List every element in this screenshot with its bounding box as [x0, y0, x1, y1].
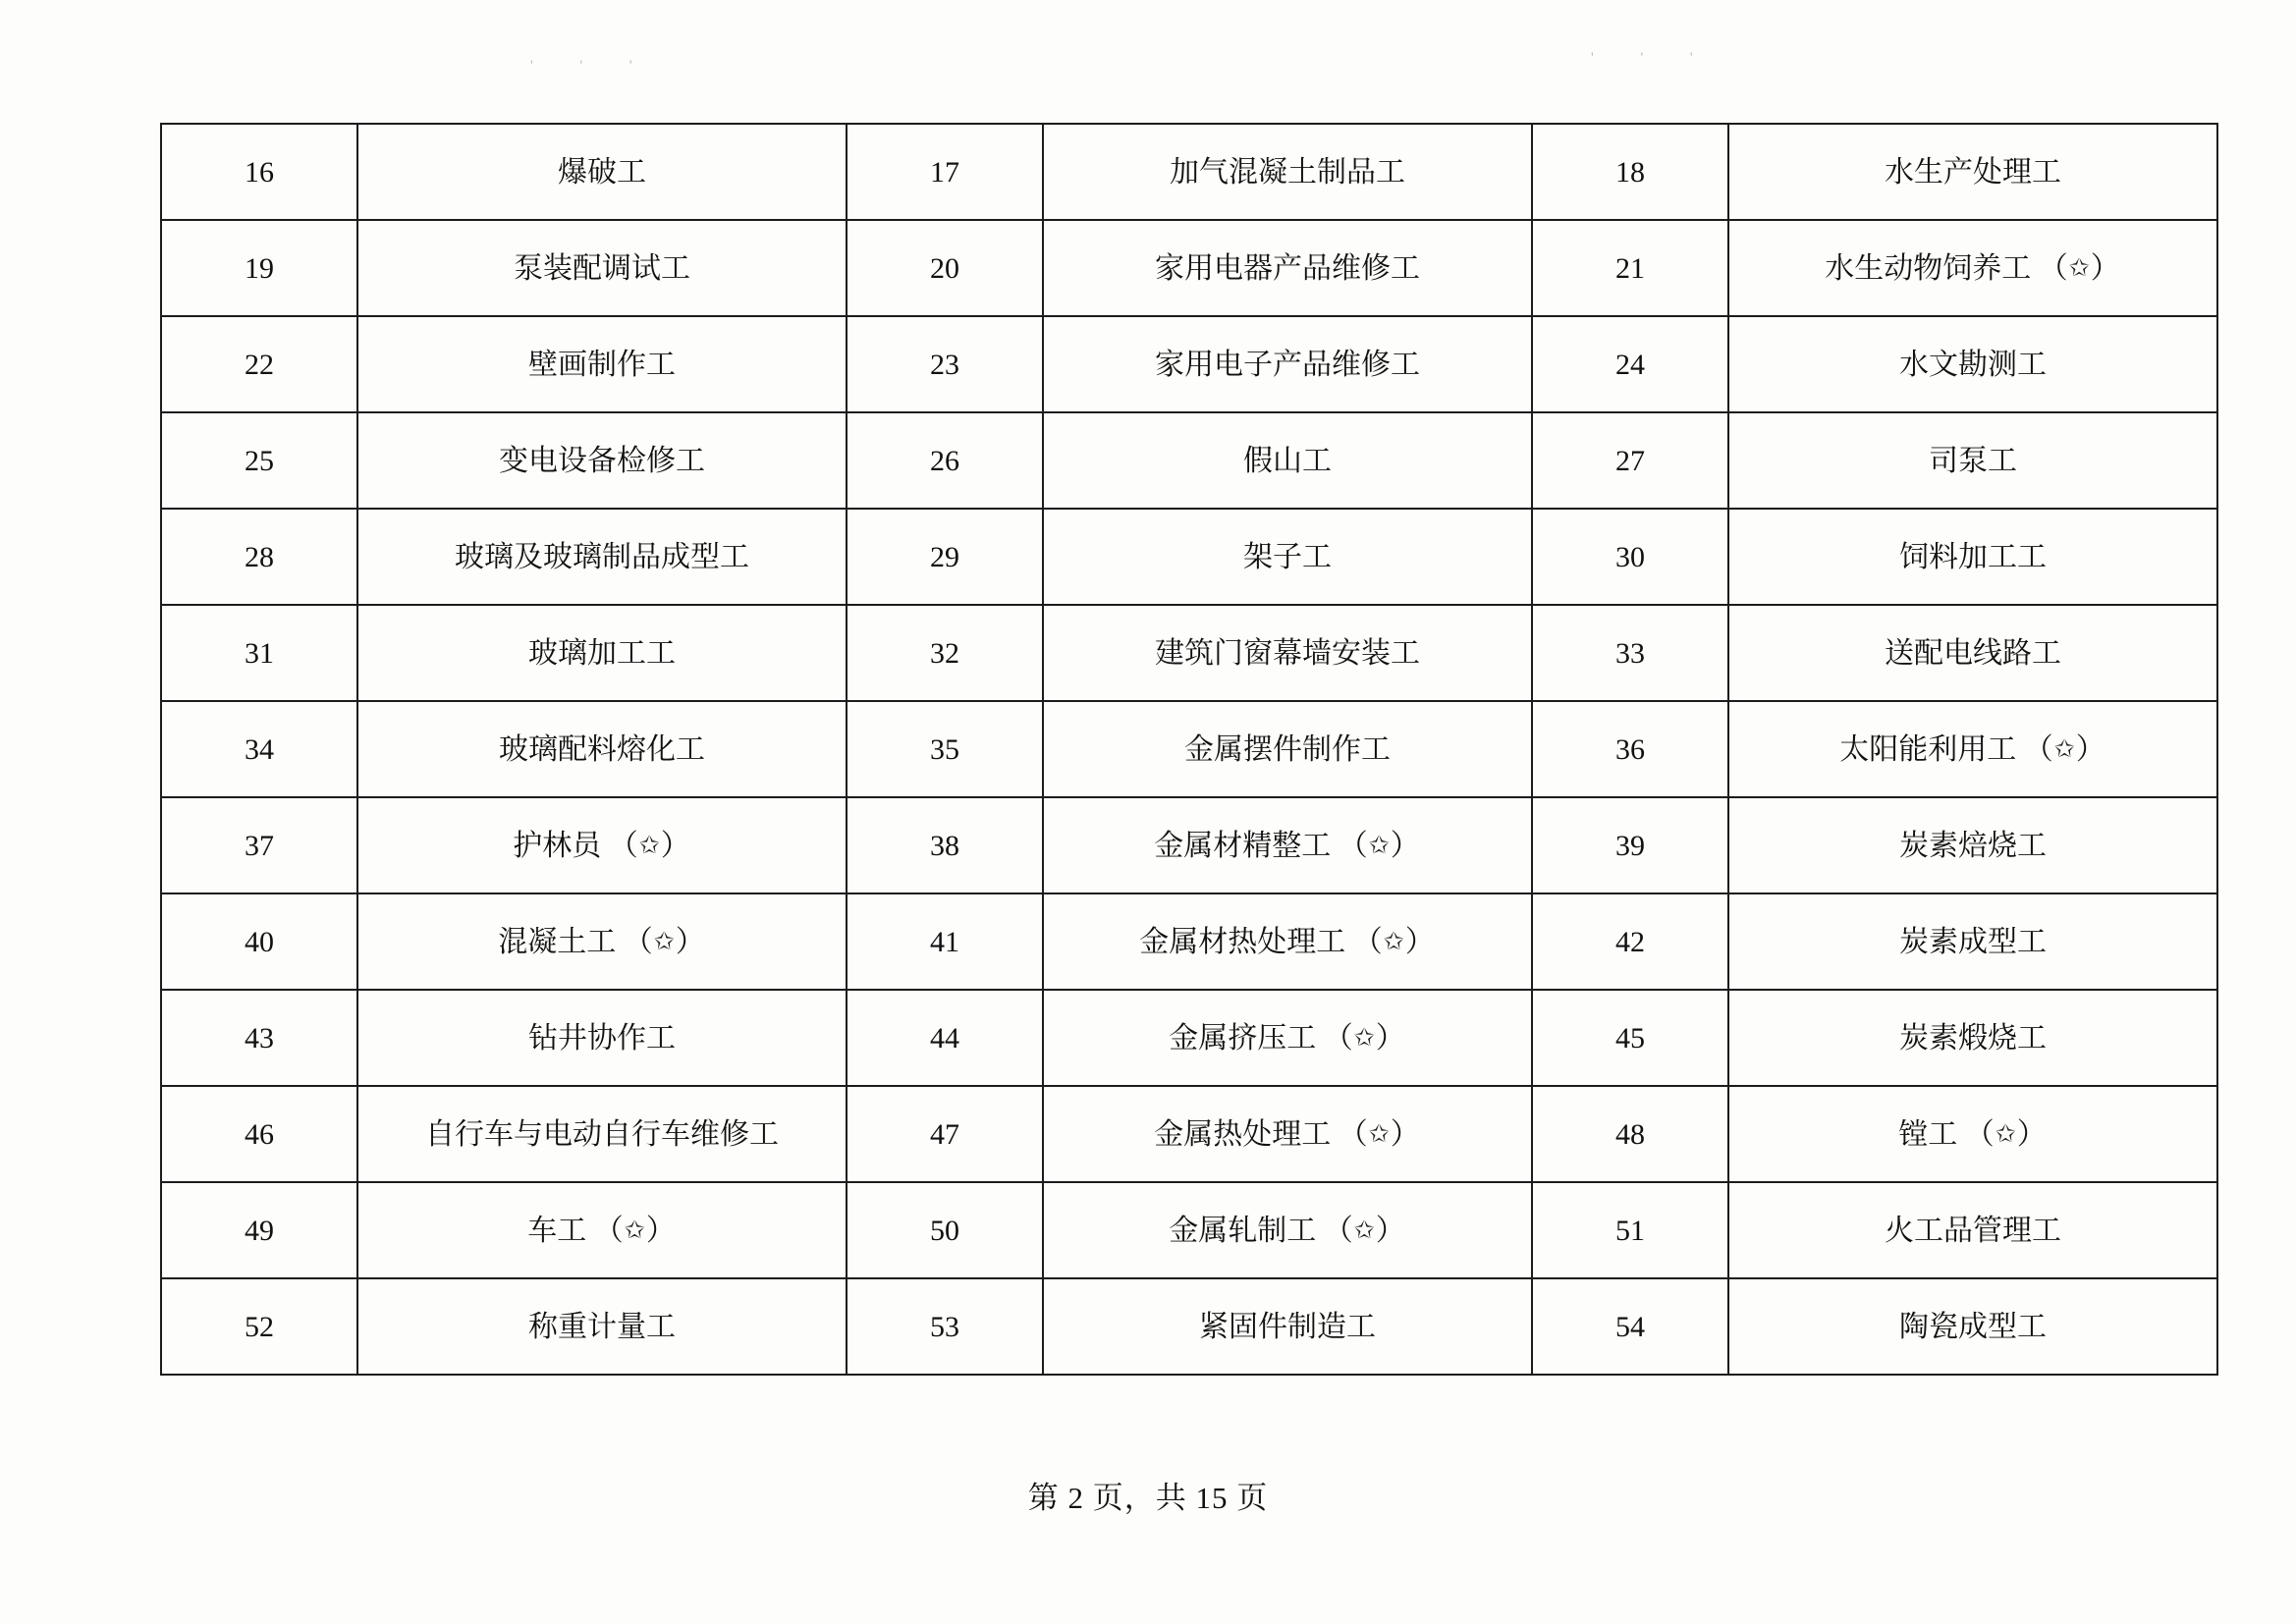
table-cell-index: 27 [1532, 412, 1728, 509]
occupation-label: 护林员 [513, 829, 609, 862]
table-cell-occupation [1043, 990, 1532, 1086]
star-mark-icon: （✩） [593, 1214, 677, 1247]
table-cell-index: 47 [847, 1086, 1043, 1182]
table-cell-occupation: 建筑门窗幕墙安装工 [1043, 605, 1532, 701]
table-cell-occupation: 自行车与电动自行车维修工 [357, 1086, 847, 1182]
table-cell-occupation [1728, 220, 2217, 316]
table-cell-index: 26 [847, 412, 1043, 509]
table-cell-occupation [1043, 797, 1532, 893]
table-cell-occupation: 假山工 [1043, 412, 1532, 509]
table-cell-index: 17 [847, 124, 1043, 220]
star-mark-icon: （✩） [2038, 251, 2121, 285]
table-cell-index: 41 [847, 893, 1043, 990]
table-cell-occupation: 钻井协作工 [357, 990, 847, 1086]
table-cell-index: 32 [847, 605, 1043, 701]
table-cell-index: 19 [161, 220, 357, 316]
occupation-table-wrapper [160, 123, 2134, 1376]
table-cell-index: 38 [847, 797, 1043, 893]
table-cell-occupation: 泵装配调试工 [357, 220, 847, 316]
table-row [161, 701, 2217, 797]
occupation-label: 混凝土工 [498, 925, 624, 958]
star-mark-icon: （✩） [1964, 1117, 2048, 1151]
table-cell-index: 37 [161, 797, 357, 893]
table-cell-occupation: 司泵工 [1728, 412, 2217, 509]
table-cell-occupation: 玻璃及玻璃制品成型工 [357, 509, 847, 605]
table-cell-occupation: 玻璃加工工 [357, 605, 847, 701]
table-cell-occupation [1728, 1086, 2217, 1182]
table-cell-occupation: 炭素煅烧工 [1728, 990, 2217, 1086]
table-cell-occupation: 饲料加工工 [1728, 509, 2217, 605]
star-mark-icon: （✩） [623, 925, 706, 958]
star-mark-icon: （✩） [608, 829, 691, 862]
occupation-label: 金属热处理工 [1154, 1117, 1339, 1151]
table-cell-index: 50 [847, 1182, 1043, 1278]
page-footer: 第 2 页，共 15 页 [1027, 1481, 1269, 1515]
occupation-label: 镗工 [1898, 1117, 1965, 1151]
star-mark-icon: （✩） [2023, 732, 2106, 766]
table-cell-occupation: 家用电子产品维修工 [1043, 316, 1532, 412]
table-cell-occupation: 壁画制作工 [357, 316, 847, 412]
table-cell-index: 20 [847, 220, 1043, 316]
table-cell-occupation: 变电设备检修工 [357, 412, 847, 509]
table-cell-occupation: 紧固件制造工 [1043, 1278, 1532, 1375]
table-cell-occupation [1043, 893, 1532, 990]
table-cell-index: 24 [1532, 316, 1728, 412]
table-cell-index: 33 [1532, 605, 1728, 701]
table-cell-index: 40 [161, 893, 357, 990]
table-cell-occupation: 送配电线路工 [1728, 605, 2217, 701]
table-cell-occupation: 炭素成型工 [1728, 893, 2217, 990]
table-cell-occupation: 金属摆件制作工 [1043, 701, 1532, 797]
table-cell-occupation: 家用电器产品维修工 [1043, 220, 1532, 316]
table-cell-index: 16 [161, 124, 357, 220]
table-cell-occupation: 架子工 [1043, 509, 1532, 605]
table-row [161, 1182, 2217, 1278]
table-cell-index: 31 [161, 605, 357, 701]
table-cell-occupation [357, 1182, 847, 1278]
table-cell-occupation: 水生产处理工 [1728, 124, 2217, 220]
occupation-label: 太阳能利用工 [1839, 732, 2024, 766]
table-cell-occupation [1043, 1182, 1532, 1278]
table-cell-index: 43 [161, 990, 357, 1086]
scan-artifact-left: ' ' ' [530, 58, 654, 74]
table-cell-occupation [1043, 1086, 1532, 1182]
table-cell-occupation: 水文勘测工 [1728, 316, 2217, 412]
table-row [161, 509, 2217, 605]
table-cell-index: 39 [1532, 797, 1728, 893]
table-cell-occupation: 加气混凝土制品工 [1043, 124, 1532, 220]
table-cell-occupation [357, 893, 847, 990]
star-mark-icon: （✩） [1338, 829, 1421, 862]
star-mark-icon: （✩） [1352, 925, 1436, 958]
table-row [161, 893, 2217, 990]
table-cell-occupation: 火工品管理工 [1728, 1182, 2217, 1278]
scan-artifact-right: ' ' ' [1591, 50, 1715, 66]
occupation-table-body [161, 124, 2217, 1375]
table-row [161, 316, 2217, 412]
occupation-label: 车工 [527, 1214, 594, 1247]
table-cell-occupation: 称重计量工 [357, 1278, 847, 1375]
table-cell-index: 21 [1532, 220, 1728, 316]
table-cell-occupation: 陶瓷成型工 [1728, 1278, 2217, 1375]
table-row [161, 797, 2217, 893]
table-cell-occupation [1728, 701, 2217, 797]
table-cell-index: 54 [1532, 1278, 1728, 1375]
table-cell-occupation: 炭素焙烧工 [1728, 797, 2217, 893]
occupation-label: 金属材热处理工 [1139, 925, 1353, 958]
occupation-label: 水生动物饲养工 [1825, 251, 2039, 285]
table-cell-index: 36 [1532, 701, 1728, 797]
table-row [161, 1278, 2217, 1375]
occupation-label: 金属材精整工 [1154, 829, 1339, 862]
table-cell-index: 35 [847, 701, 1043, 797]
occupation-table [160, 123, 2218, 1376]
table-cell-index: 45 [1532, 990, 1728, 1086]
star-mark-icon: （✩） [1338, 1117, 1421, 1151]
table-row [161, 220, 2217, 316]
table-cell-index: 22 [161, 316, 357, 412]
table-cell-index: 30 [1532, 509, 1728, 605]
table-cell-index: 25 [161, 412, 357, 509]
star-mark-icon: （✩） [1323, 1214, 1406, 1247]
table-cell-index: 48 [1532, 1086, 1728, 1182]
table-cell-index: 23 [847, 316, 1043, 412]
table-cell-index: 42 [1532, 893, 1728, 990]
table-cell-index: 49 [161, 1182, 357, 1278]
table-cell-index: 29 [847, 509, 1043, 605]
table-cell-index: 28 [161, 509, 357, 605]
table-cell-occupation [357, 797, 847, 893]
table-cell-index: 46 [161, 1086, 357, 1182]
occupation-label: 金属轧制工 [1169, 1214, 1324, 1247]
table-row [161, 990, 2217, 1086]
table-cell-occupation: 爆破工 [357, 124, 847, 220]
table-cell-index: 51 [1532, 1182, 1728, 1278]
table-row [161, 124, 2217, 220]
star-mark-icon: （✩） [1323, 1021, 1406, 1055]
table-row [161, 605, 2217, 701]
table-row [161, 1086, 2217, 1182]
occupation-label: 金属挤压工 [1169, 1021, 1324, 1055]
table-cell-index: 53 [847, 1278, 1043, 1375]
table-cell-index: 44 [847, 990, 1043, 1086]
table-row [161, 412, 2217, 509]
table-cell-index: 52 [161, 1278, 357, 1375]
table-cell-occupation: 玻璃配料熔化工 [357, 701, 847, 797]
table-cell-index: 18 [1532, 124, 1728, 220]
table-cell-index: 34 [161, 701, 357, 797]
